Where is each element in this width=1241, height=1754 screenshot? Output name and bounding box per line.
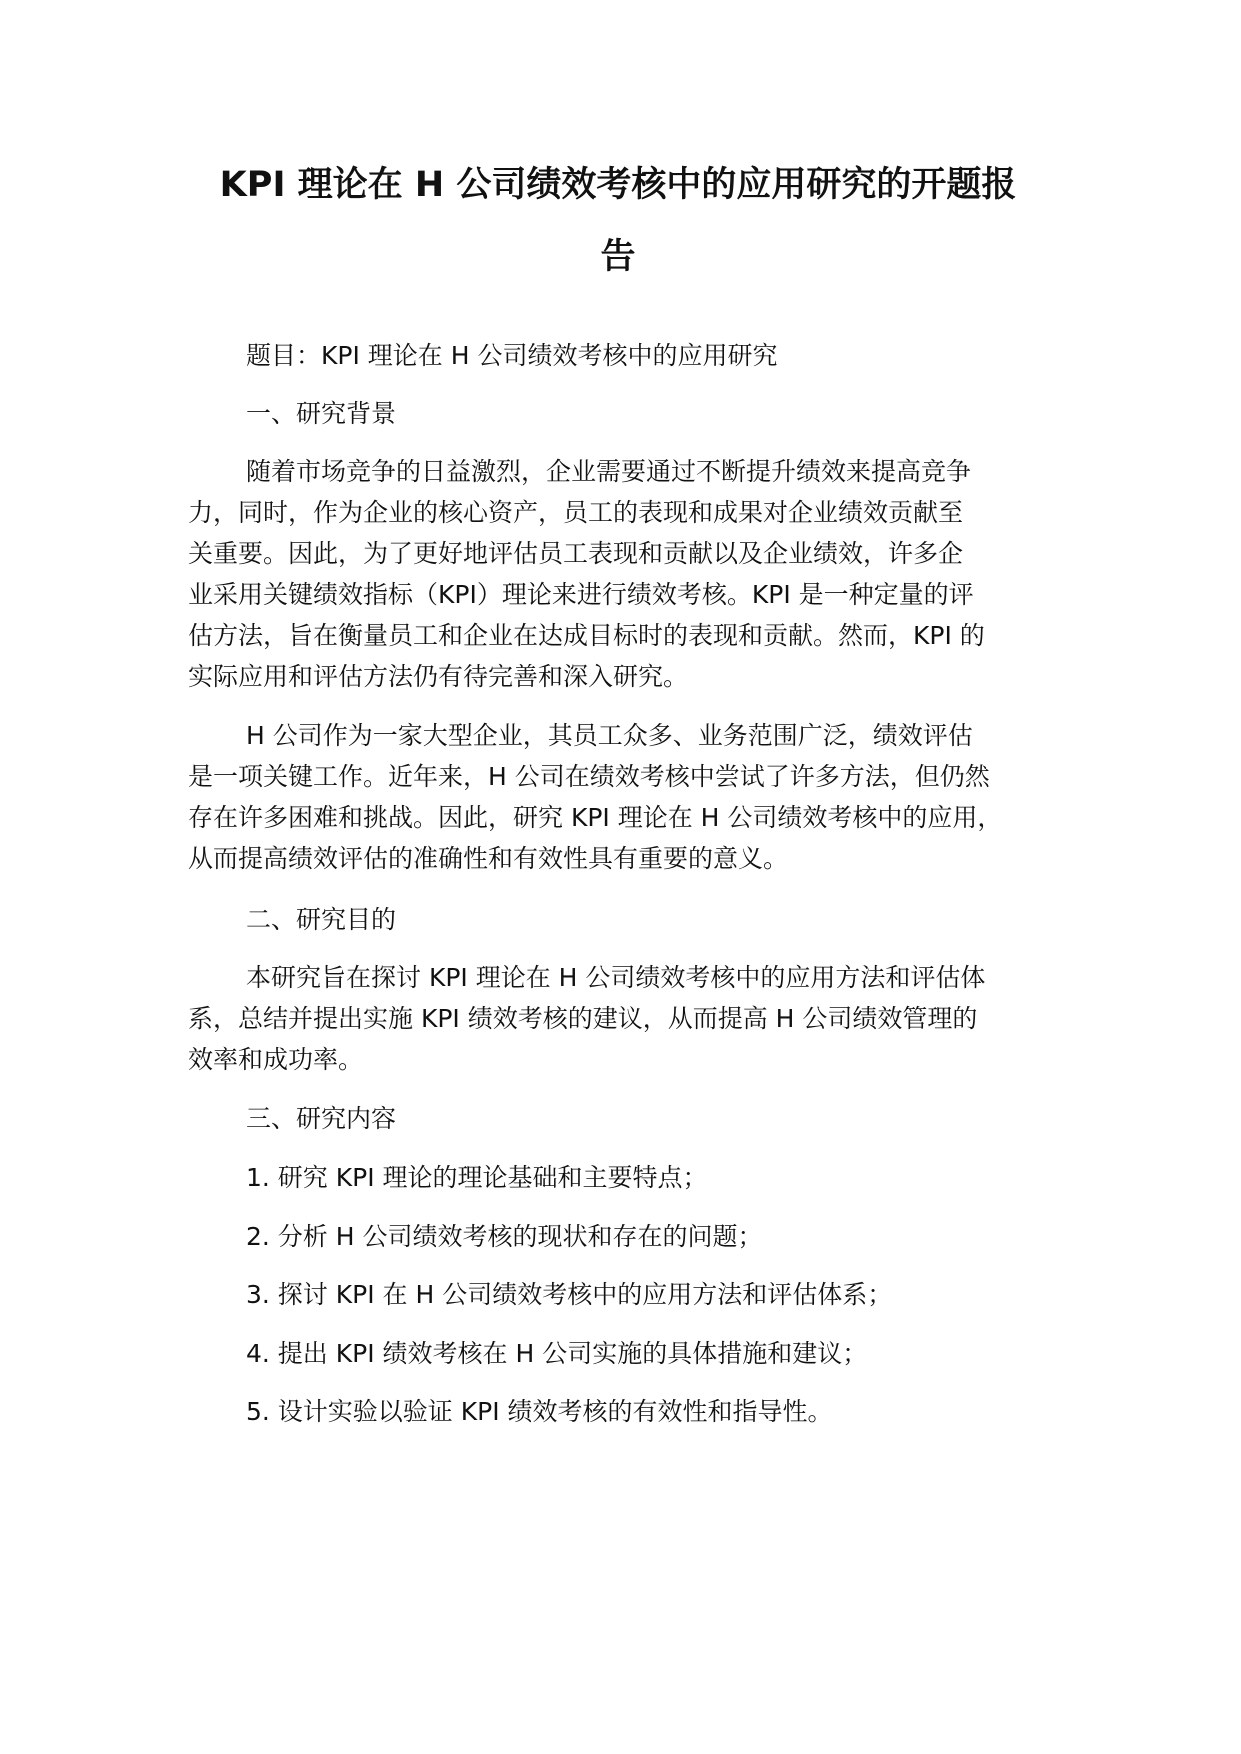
list-item: 2. 分析 H 公司绩效考核的现状和存在的问题； bbox=[246, 1222, 763, 1251]
section-heading-background: 一、研究背景 bbox=[246, 399, 397, 428]
paragraph-line: 存在许多困难和挑战。因此，研究 KPI 理论在 H 公司绩效考核中的应用， bbox=[188, 803, 1003, 832]
paragraph-line: 是一项关键工作。近年来，H 公司在绩效考核中尝试了许多方法，但仍然 bbox=[188, 762, 990, 791]
list-item: 3. 探讨 KPI 在 H 公司绩效考核中的应用方法和评估体系； bbox=[246, 1280, 893, 1309]
document-title-line-1: KPI 理论在 H 公司绩效考核中的应用研究的开题报 bbox=[219, 165, 1017, 205]
paragraph-line: 本研究旨在探讨 KPI 理论在 H 公司绩效考核中的应用方法和评估体 bbox=[246, 963, 986, 992]
paragraph-line: 实际应用和评估方法仍有待完善和深入研究。 bbox=[188, 662, 689, 691]
list-item: 1. 研究 KPI 理论的理论基础和主要特点； bbox=[246, 1163, 708, 1192]
list-item: 5. 设计实验以验证 KPI 绩效考核的有效性和指导性。 bbox=[246, 1397, 833, 1426]
topic-line: 题目：KPI 理论在 H 公司绩效考核中的应用研究 bbox=[246, 341, 778, 370]
section-heading-purpose: 二、研究目的 bbox=[246, 905, 397, 934]
paragraph-line: 力，同时，作为企业的核心资产，员工的表现和成果对企业绩效贡献至 bbox=[188, 498, 964, 527]
paragraph-line: H 公司作为一家大型企业，其员工众多、业务范围广泛，绩效评估 bbox=[246, 721, 973, 750]
paragraph-line: 关重要。因此，为了更好地评估员工表现和贡献以及企业绩效，许多企 bbox=[188, 539, 964, 568]
paragraph-line: 效率和成功率。 bbox=[188, 1045, 364, 1074]
paragraph-line: 从而提高绩效评估的准确性和有效性具有重要的意义。 bbox=[188, 844, 789, 873]
paragraph-line: 业采用关键绩效指标（KPI）理论来进行绩效考核。KPI 是一种定量的评 bbox=[188, 580, 974, 609]
paragraph-line: 估方法，旨在衡量员工和企业在达成目标时的表现和贡献。然而，KPI 的 bbox=[188, 621, 985, 650]
paragraph-line: 随着市场竞争的日益激烈，企业需要通过不断提升绩效来提高竞争 bbox=[246, 457, 972, 486]
list-item: 4. 提出 KPI 绩效考核在 H 公司实施的具体措施和建议； bbox=[246, 1339, 868, 1368]
section-heading-content: 三、研究内容 bbox=[246, 1104, 397, 1133]
document-title-line-2: 告 bbox=[600, 237, 636, 277]
paragraph-line: 系，总结并提出实施 KPI 绩效考核的建议，从而提高 H 公司绩效管理的 bbox=[188, 1004, 978, 1033]
